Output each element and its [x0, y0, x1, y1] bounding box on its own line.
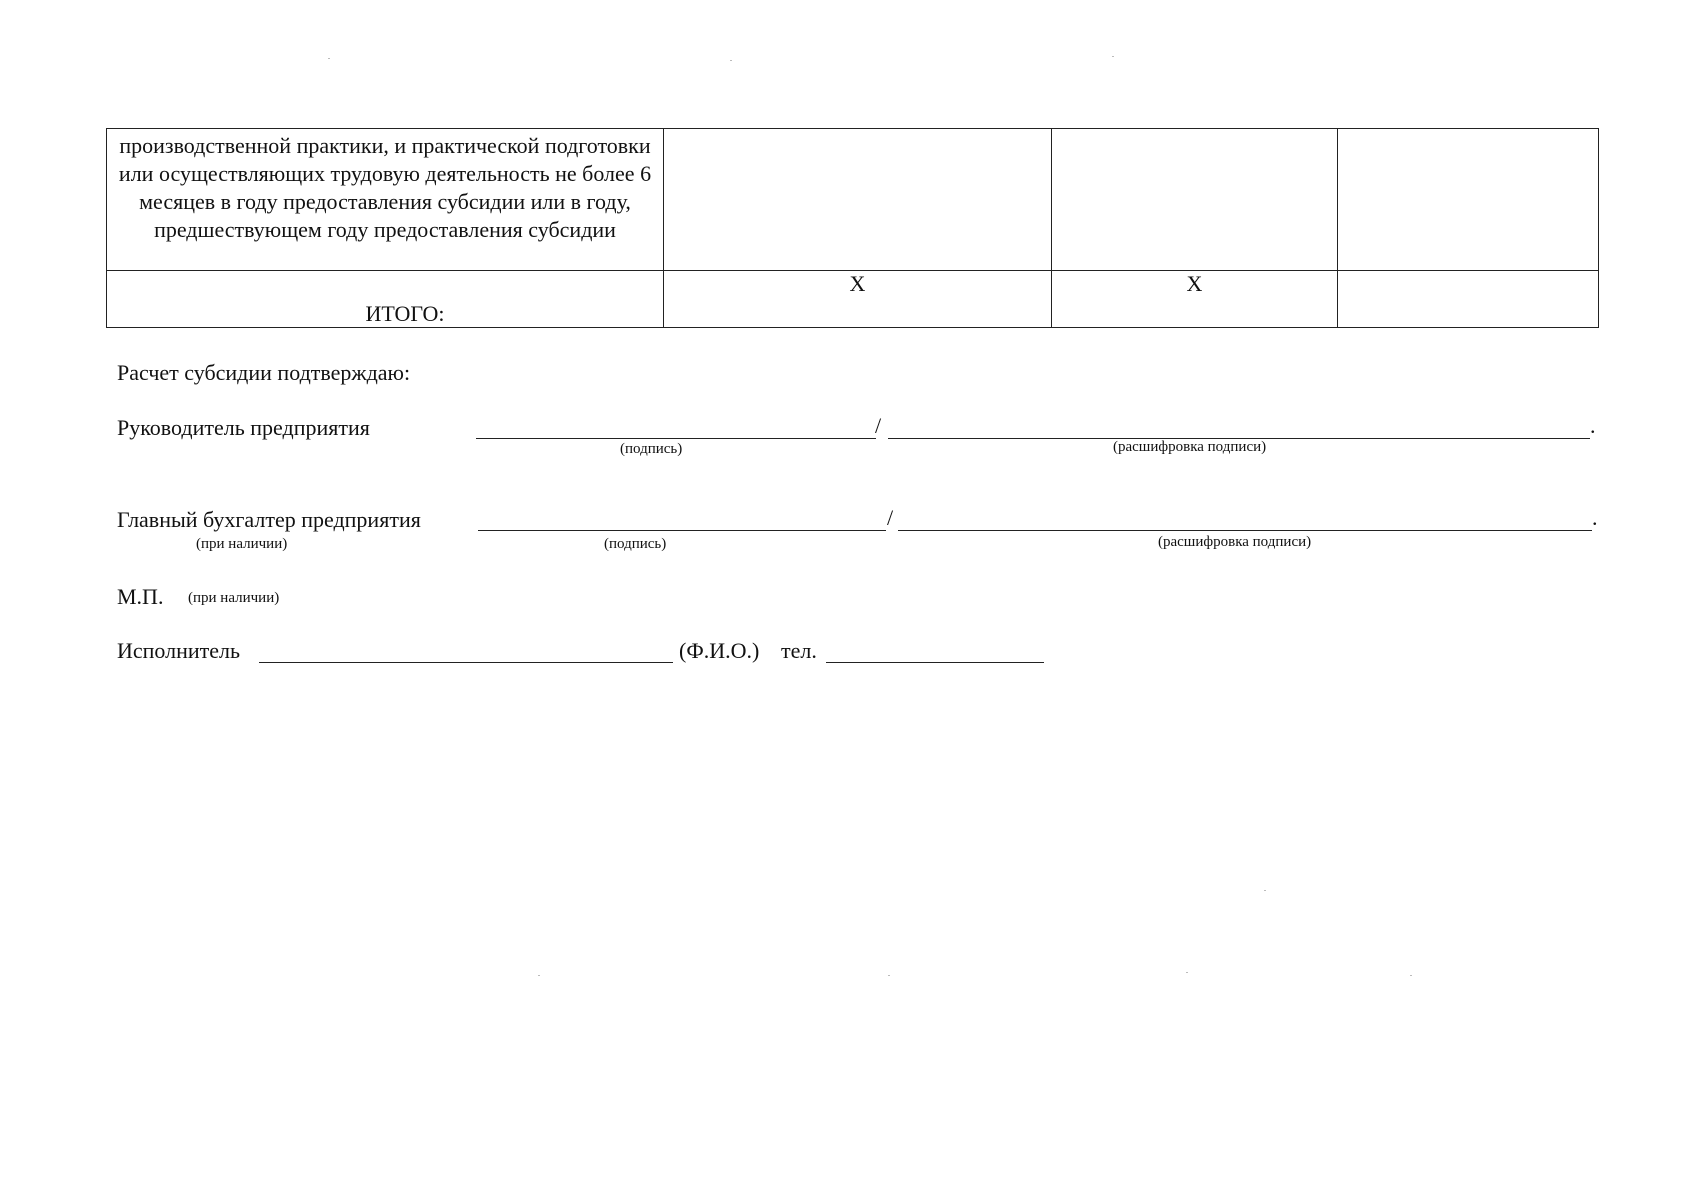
executor-name-line[interactable]	[259, 662, 673, 663]
stamp-hint: (при наличии)	[188, 590, 280, 606]
scan-speck	[538, 975, 540, 976]
confirm-text: Расчет субсидии подтверждаю:	[117, 360, 411, 385]
director-label: Руководитель предприятия	[117, 415, 370, 440]
accountant-if-available-hint: (при наличии)	[196, 536, 288, 552]
total-col3-cell	[1052, 271, 1338, 328]
table-row-total	[107, 271, 1599, 328]
director-decode-hint: (расшифровка подписи)	[1113, 439, 1267, 455]
total-col3-mark: Х	[1186, 271, 1203, 296]
director-signature-hint: (подпись)	[620, 441, 683, 457]
accountant-decode-hint: (расшифровка подписи)	[1158, 534, 1312, 550]
total-col4-cell	[1338, 271, 1599, 328]
stamp-label: М.П.	[117, 584, 164, 609]
director-period: .	[1590, 413, 1596, 438]
phone-line[interactable]	[826, 662, 1044, 663]
accountant-decode-line[interactable]	[898, 530, 1592, 531]
accountant-slash: /	[887, 505, 894, 530]
total-col2-cell	[664, 271, 1052, 328]
scan-speck	[1410, 975, 1412, 976]
total-label: ИТОГО:	[365, 301, 445, 326]
scan-speck	[328, 58, 330, 59]
subsidy-table	[106, 128, 1599, 328]
scan-speck	[730, 60, 732, 61]
phone-label: тел.	[781, 638, 817, 663]
accountant-signature-line[interactable]	[478, 530, 886, 531]
scan-speck	[1112, 56, 1114, 57]
director-signature-line[interactable]	[476, 438, 876, 439]
description-cell	[107, 129, 664, 271]
accountant-label: Главный бухгалтер предприятия	[117, 507, 421, 532]
director-slash: /	[875, 413, 882, 438]
total-col2-mark: Х	[849, 271, 866, 296]
table-cell-empty	[1052, 129, 1338, 271]
total-label-cell	[107, 271, 664, 328]
accountant-period: .	[1592, 505, 1598, 530]
table-row-description	[107, 129, 1599, 271]
accountant-signature-hint: (подпись)	[604, 536, 667, 552]
executor-label: Исполнитель	[117, 638, 241, 663]
description-text: производственной практики, и практической подготовки или осуществляющих трудовую деятельность не более 6 месяцев в году предоставления субсидии или в году, предшествующем году предоставления субсидии	[118, 133, 652, 242]
table-cell-empty	[664, 129, 1052, 271]
scan-speck	[888, 975, 890, 976]
scan-speck	[1264, 890, 1266, 891]
table-cell-empty	[1338, 129, 1599, 271]
fio-label: (Ф.И.О.)	[679, 638, 760, 663]
scan-speck	[1186, 972, 1188, 973]
